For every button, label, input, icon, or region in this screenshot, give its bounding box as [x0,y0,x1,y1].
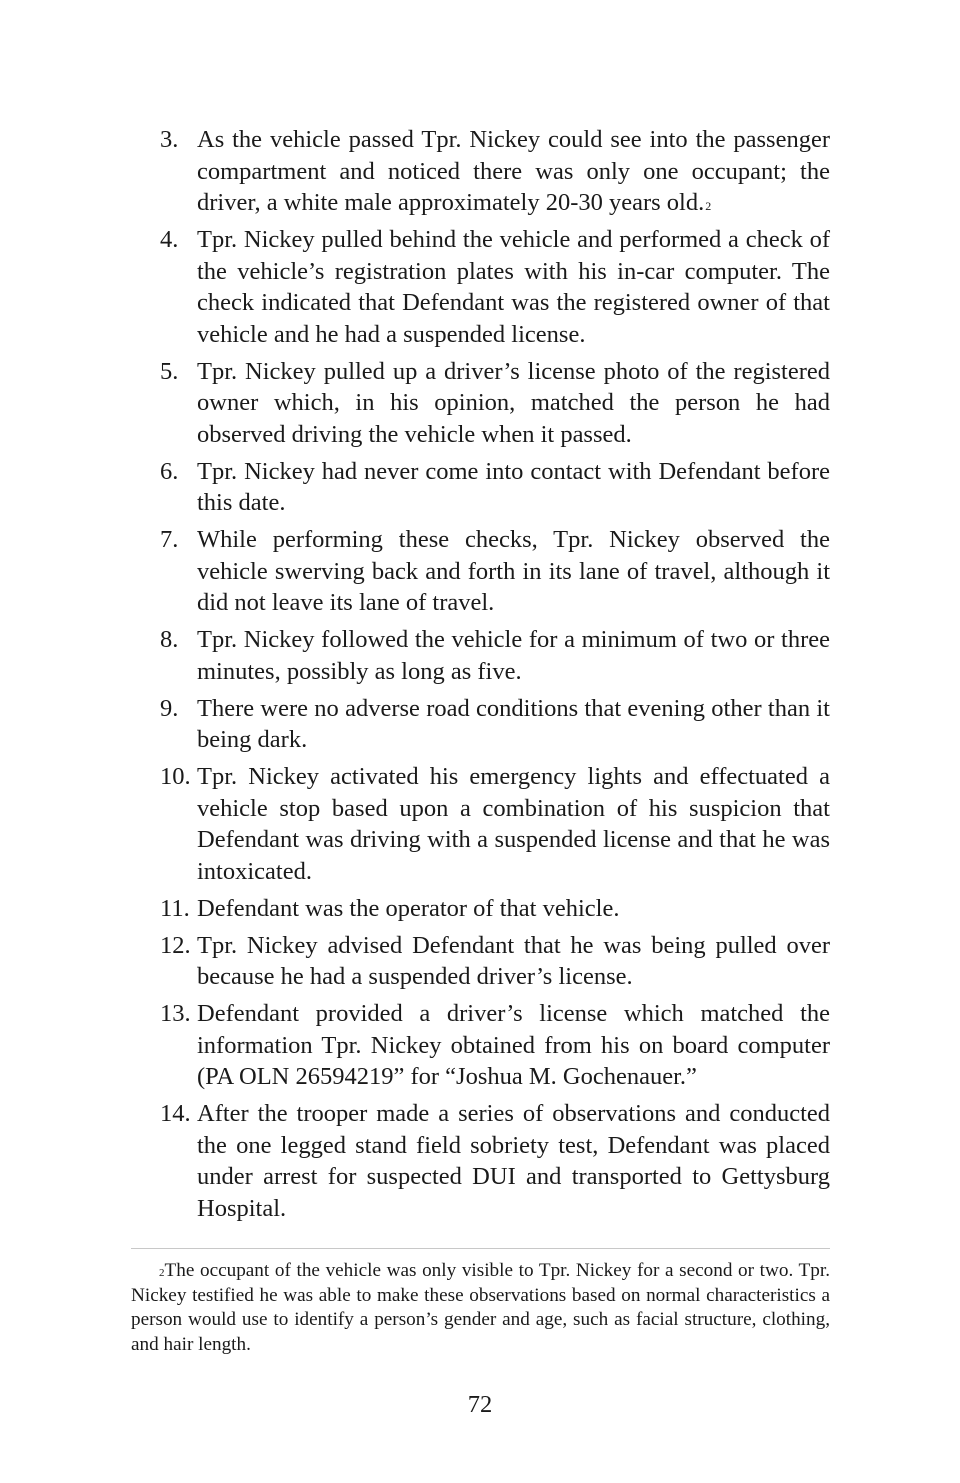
finding-item-6 [160,456,830,519]
page-number: 72 [467,1391,493,1418]
footnote-divider [131,1248,830,1249]
footnote-reference[interactable]: 2 [705,199,712,213]
finding-text: While performing these checks, Tpr. Nickey observed the vehicle swerving back and forth in its lane of travel, although it did not leave its lane of travel. [197,526,830,616]
finding-number: 8. [160,626,179,653]
finding-text: Tpr. Nickey pulled behind the vehicle and performed a check of the vehicle’s registration plates with his in-car computer. The check indicated that Defendant was the registered owner of that vehicle and he had a suspended license. [197,226,830,348]
finding-number: 14. [160,1100,191,1127]
finding-text: Tpr. Nickey followed the vehicle for a minimum of two or three minutes, possibly as long as five. [197,626,830,685]
finding-text: Defendant was the operator of that vehicle. [197,894,620,922]
finding-item-3 [160,124,830,219]
finding-item-5 [160,356,830,451]
footnote-marker: 2 [159,1267,165,1279]
finding-item-11 [160,893,830,925]
finding-item-13 [160,998,830,1093]
footnote [131,1259,830,1357]
finding-text: As the vehicle passed Tpr. Nickey could see into the passenger compartment and noticed there was only one occupant; the driver, a white male approximately 20-30 years old.$^2$ [197,126,830,216]
finding-text: Defendant provided a driver’s license which matched the information Tpr. Nickey obtained from his on board computer (PA OLN 26594219” for “Joshua M. Gochenauer.” [197,1000,830,1090]
finding-text: Tpr. Nickey pulled up a driver’s license photo of the registered owner which, in his opinion, matched the person he had observed driving the vehicle when it passed. [197,357,830,448]
finding-text: Tpr. Nickey advised Defendant that he was being pulled over because he had a suspended driver’s license. [197,931,830,990]
finding-text: After the trooper made a series of observations and conducted the one legged stand field sobriety test, Defendant was placed under arrest for suspected DUI and transported to Gettysburg Hospital. [197,1100,830,1222]
finding-item-12 [160,930,830,993]
finding-text: Tpr. Nickey had never come into contact with Defendant before this date. [197,457,830,516]
finding-number: 7. [160,526,179,553]
finding-number: 3. [160,126,179,153]
finding-item-14 [160,1098,830,1224]
finding-number: 13. [160,1000,191,1027]
findings-list [160,124,830,1230]
finding-number: 5. [160,357,179,385]
finding-number: 12. [160,931,191,959]
finding-number: 4. [160,226,179,253]
finding-number: 6. [160,457,179,485]
finding-text: Tpr. Nickey activated his emergency lights and effectuated a vehicle stop based upon a combination of his suspicion that Defendant was driving with a suspended license and that he was intoxicated. [197,763,830,885]
finding-item-8 [160,624,830,687]
finding-item-7 [160,524,830,619]
finding-item-9 [160,693,830,756]
finding-number: 11. [160,894,190,922]
finding-item-10 [160,761,830,887]
finding-item-4 [160,224,830,350]
footnote-text: The occupant of the vehicle was only visible to Tpr. Nickey for a second or two. Tpr. Nickey testified he was able to make these observations based on normal characteristics a person would use to identify a person’s gender and age, such as facial structure, clothing, and hair length. [131,1260,830,1355]
finding-text: There were no adverse road conditions that evening other than it being dark. [197,694,830,753]
finding-number: 9. [160,694,179,722]
finding-number: 10. [160,763,191,790]
